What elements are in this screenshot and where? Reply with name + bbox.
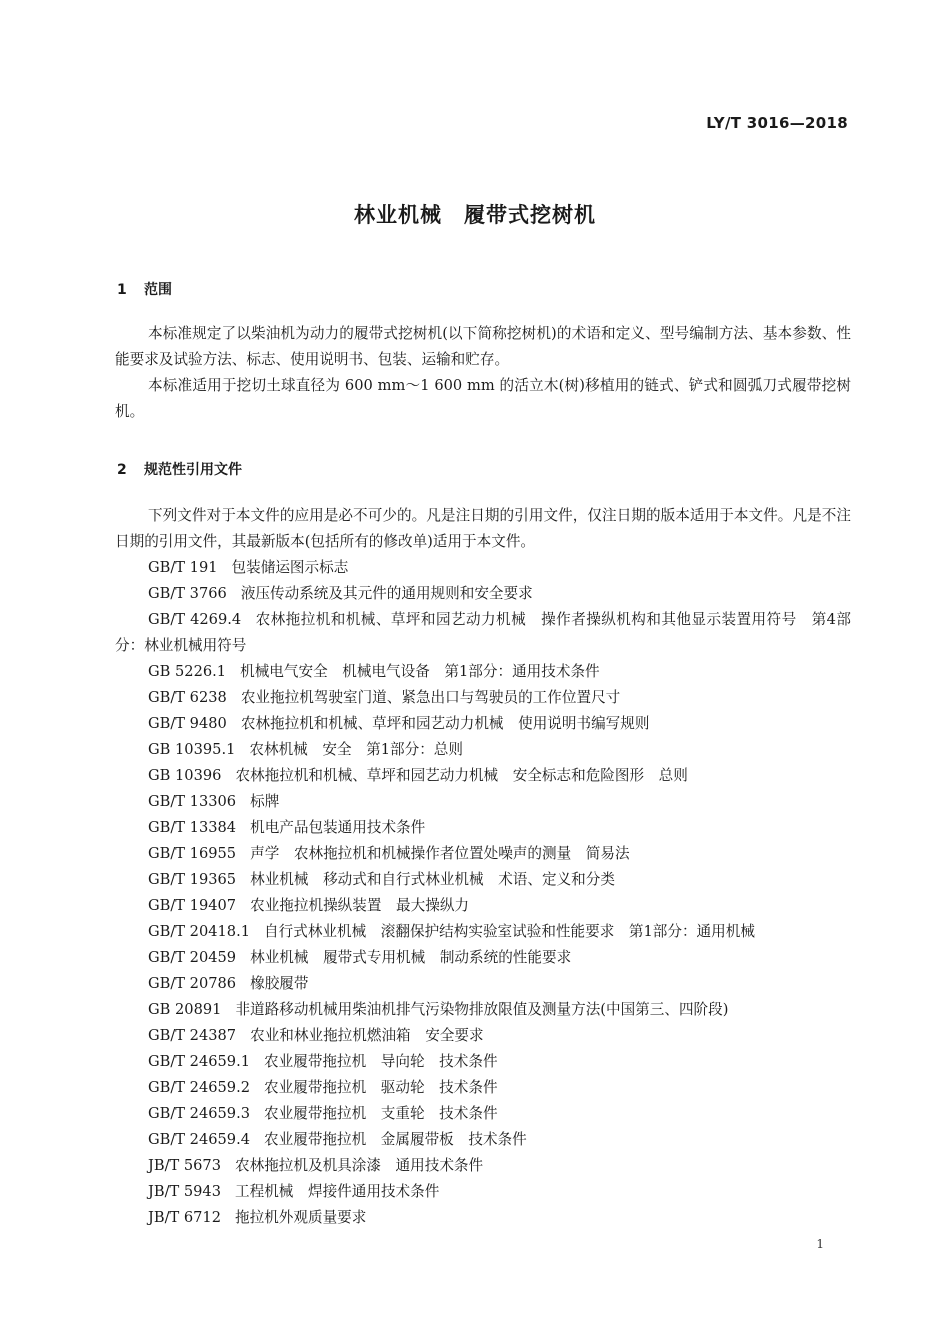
reference-item (115, 1049, 851, 1075)
reference-item (115, 737, 851, 763)
reference-title: 农业履带拖拉机 金属履带板 技术条件 (264, 1131, 527, 1148)
reference-code: GB 10395.1 (148, 741, 236, 758)
reference-code: GB 5226.1 (148, 663, 227, 680)
standard-number: LY/T 3016—2018 (706, 114, 848, 132)
reference-item (115, 945, 851, 971)
reference-title: 机电产品包装通用技术条件 (250, 819, 426, 836)
reference-title: 拖拉机外观质量要求 (235, 1209, 367, 1226)
reference-code: GB 10396 (148, 767, 222, 784)
reference-item (115, 997, 851, 1023)
reference-code: GB/T 4269.4 (148, 611, 242, 628)
reference-code: GB/T 9480 (148, 715, 227, 732)
reference-item (115, 789, 851, 815)
reference-item (115, 893, 851, 919)
section-scope-heading (117, 279, 172, 299)
reference-title: 农业拖拉机驾驶室门道、紧急出口与驾驶员的工作位置尺寸 (240, 689, 621, 706)
reference-title: 农业履带拖拉机 导向轮 技术条件 (264, 1053, 498, 1070)
reference-code: GB/T 24659.1 (148, 1053, 251, 1070)
reference-title: 农业拖拉机操纵装置 最大操纵力 (250, 897, 470, 914)
reference-title: 自行式林业机械 滚翻保护结构实验室试验和性能要求 第1部分：通用机械 (264, 923, 755, 940)
scope-paragraph-1: 本标准规定了以柴油机为动力的履带式挖树机(以下简称挖树机)的术语和定义、型号编制方法、基本参数、性能要求及试验方法、标志、使用说明书、包装、运输和贮存。 (115, 325, 851, 368)
reference-code: GB/T 191 (148, 559, 218, 576)
reference-item (115, 1023, 851, 1049)
reference-code: GB/T 24659.2 (148, 1079, 251, 1096)
reference-title: 农林拖拉机和机械、草坪和园艺动力机械 安全标志和危险图形 总则 (235, 767, 688, 784)
reference-title: 林业机械 移动式和自行式林业机械 术语、定义和分类 (250, 871, 615, 888)
reference-title: 橡胶履带 (250, 975, 309, 992)
reference-code: GB/T 16955 (148, 845, 237, 862)
reference-item (115, 659, 851, 685)
section-title: 范围 (144, 282, 172, 298)
reference-title: 农业履带拖拉机 支重轮 技术条件 (264, 1105, 498, 1122)
reference-title: 工程机械 焊接件通用技术条件 (235, 1183, 440, 1200)
reference-code: JB/T 6712 (148, 1209, 222, 1226)
reference-title: 非道路移动机械用柴油机排气污染物排放限值及测量方法(中国第三、四阶段) (235, 1001, 729, 1018)
reference-item (115, 1101, 851, 1127)
reference-title: 声学 农林拖拉机和机械操作者位置处噪声的测量 简易法 (250, 845, 630, 862)
page-number: 1 (816, 1237, 824, 1251)
section-title: 规范性引用文件 (144, 462, 242, 478)
reference-item (115, 581, 851, 607)
reference-code: GB/T 6238 (148, 689, 227, 706)
reference-code: GB/T 19365 (148, 871, 237, 888)
reference-item (115, 1127, 851, 1153)
reference-code: GB/T 24659.3 (148, 1105, 251, 1122)
reference-code: GB/T 20459 (148, 949, 237, 966)
reference-code: GB/T 13306 (148, 793, 237, 810)
reference-title: 林业机械 履带式专用机械 制动系统的性能要求 (250, 949, 572, 966)
references-intro: 下列文件对于本文件的应用是必不可少的。凡是注日期的引用文件，仅注日期的版本适用于本文件。凡是不注日期的引用文件，其最新版本(包括所有的修改单)适用于本文件。 (115, 507, 851, 550)
reference-item (115, 1179, 851, 1205)
reference-item (115, 841, 851, 867)
reference-item (115, 1075, 851, 1101)
reference-item (115, 919, 851, 945)
reference-item (115, 971, 851, 997)
section-references-heading (117, 459, 242, 479)
reference-title: 液压传动系统及其元件的通用规则和安全要求 (240, 585, 533, 602)
scope-paragraph-2: 本标准适用于挖切土球直径为 600 mm～1 600 mm 的活立木(树)移植用的链式、铲式和圆弧刀式履带挖树机。 (115, 377, 851, 420)
reference-code: GB/T 3766 (148, 585, 227, 602)
reference-item (115, 1153, 851, 1179)
reference-code: JB/T 5673 (148, 1157, 222, 1174)
reference-code: GB/T 24387 (148, 1027, 237, 1044)
reference-item (115, 711, 851, 737)
reference-title: 农业履带拖拉机 驱动轮 技术条件 (264, 1079, 498, 1096)
reference-item (115, 607, 851, 659)
document-title: 林业机械 履带式挖树机 (354, 203, 596, 227)
section-number: 2 (117, 462, 127, 478)
reference-title: 农林拖拉机及机具涂漆 通用技术条件 (235, 1157, 484, 1174)
reference-title: 农业和林业拖拉机燃油箱 安全要求 (250, 1027, 484, 1044)
reference-item (115, 1205, 851, 1231)
reference-code: GB/T 20786 (148, 975, 237, 992)
reference-item (115, 685, 851, 711)
reference-item (115, 763, 851, 789)
reference-item (115, 867, 851, 893)
reference-item (115, 815, 851, 841)
reference-code: GB 20891 (148, 1001, 222, 1018)
reference-title: 标牌 (250, 793, 280, 810)
reference-code: JB/T 5943 (148, 1183, 222, 1200)
reference-title: 机械电气安全 机械电气设备 第1部分：通用技术条件 (240, 663, 600, 680)
reference-title: 农林拖拉机和机械、草坪和园艺动力机械 操作者操纵机构和其他显示装置用符号 第4部分：林业机械用符号 (115, 611, 851, 654)
section-number: 1 (117, 282, 127, 298)
reference-title: 农林机械 安全 第1部分：总则 (249, 741, 463, 758)
reference-list (115, 555, 851, 1231)
reference-title: 包装储运图示标志 (231, 559, 349, 576)
reference-code: GB/T 19407 (148, 897, 237, 914)
reference-code: GB/T 24659.4 (148, 1131, 251, 1148)
reference-code: GB/T 13384 (148, 819, 237, 836)
reference-code: GB/T 20418.1 (148, 923, 251, 940)
reference-item (115, 555, 851, 581)
reference-title: 农林拖拉机和机械、草坪和园艺动力机械 使用说明书编写规则 (240, 715, 650, 732)
